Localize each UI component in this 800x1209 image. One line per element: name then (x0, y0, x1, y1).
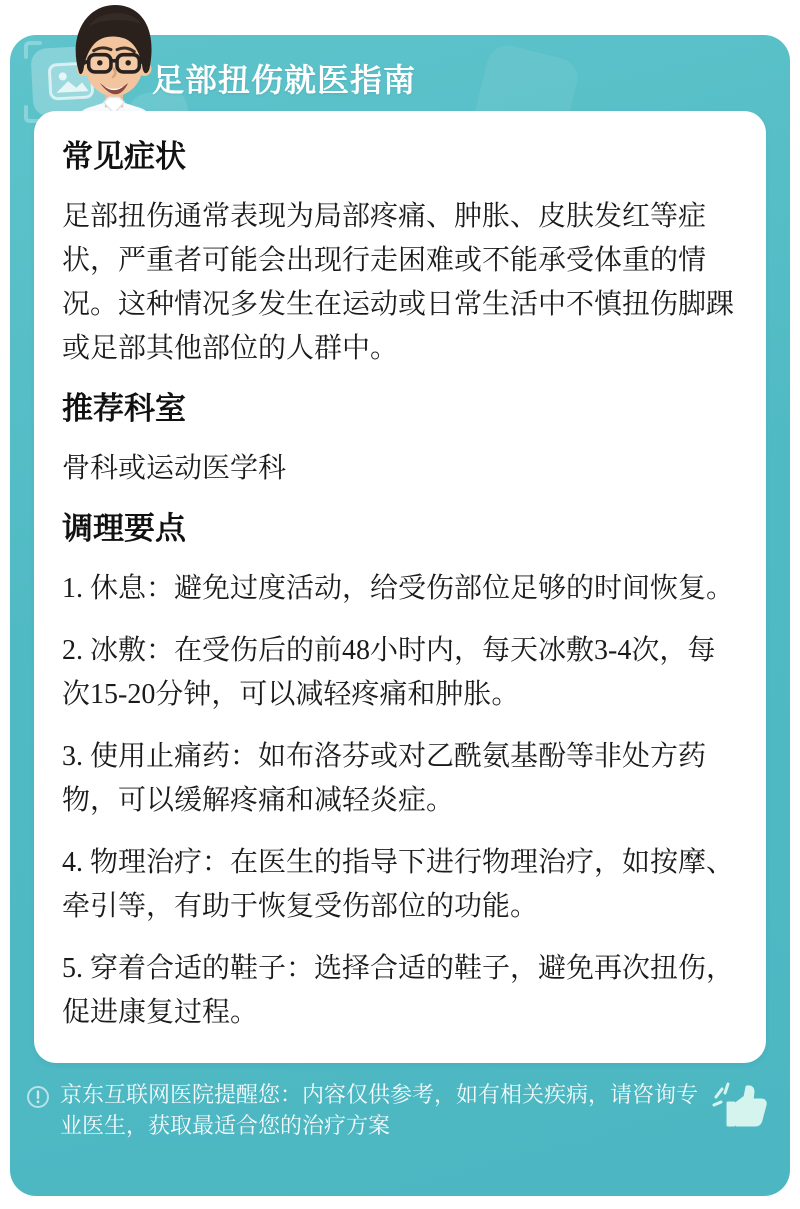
section-paragraph: 4. 物理治疗：在医生的指导下进行物理治疗，如按摩、牵引等，有助于恢复受伤部位的功能。 (62, 847, 735, 922)
content-card (34, 111, 766, 1063)
thumbs-up-icon (712, 1081, 770, 1131)
section-paragraph: 骨科或运动医学科 (62, 453, 287, 484)
section-heading: 常见症状 (62, 139, 186, 174)
thumbs-up-button[interactable] (712, 1081, 770, 1134)
section-heading: 调理要点 (62, 511, 186, 546)
section-heading: 推荐科室 (62, 391, 186, 426)
section-paragraph: 2. 冰敷：在受伤后的前48小时内，每天冰敷3-4次，每次15-20分钟，可以减轻疼痛和肿胀。 (62, 635, 716, 710)
alert-circle-icon (26, 1085, 50, 1109)
section-paragraph: 1. 休息：避免过度活动，给受伤部位足够的时间恢复。 (62, 573, 735, 604)
disclaimer-text: 京东互联网医院提醒您：内容仅供参考，如有相关疾病，请咨询专业医生，获取最适合您的治疗方案 (60, 1082, 699, 1138)
section-paragraph: 足部扭伤通常表现为局部疼痛、肿胀、皮肤发红等症状，严重者可能会出现行走困难或不能承受体重的情况。这种情况多发生在运动或日常生活中不慎扭伤脚踝或足部其他部位的人群中。 (62, 201, 735, 364)
guide-card (10, 35, 790, 1196)
page-title: 足部扭伤就医指南 (152, 62, 417, 98)
section-paragraph: 3. 使用止痛药：如布洛芬或对乙酰氨基酚等非处方药物，可以缓解疼痛和减轻炎症。 (62, 741, 707, 816)
footer-disclaimer-bar (26, 1079, 776, 1141)
card-sections (62, 137, 738, 1035)
section-paragraph: 5. 穿着合适的鞋子：选择合适的鞋子，避免再次扭伤，促进康复过程。 (62, 953, 735, 1028)
